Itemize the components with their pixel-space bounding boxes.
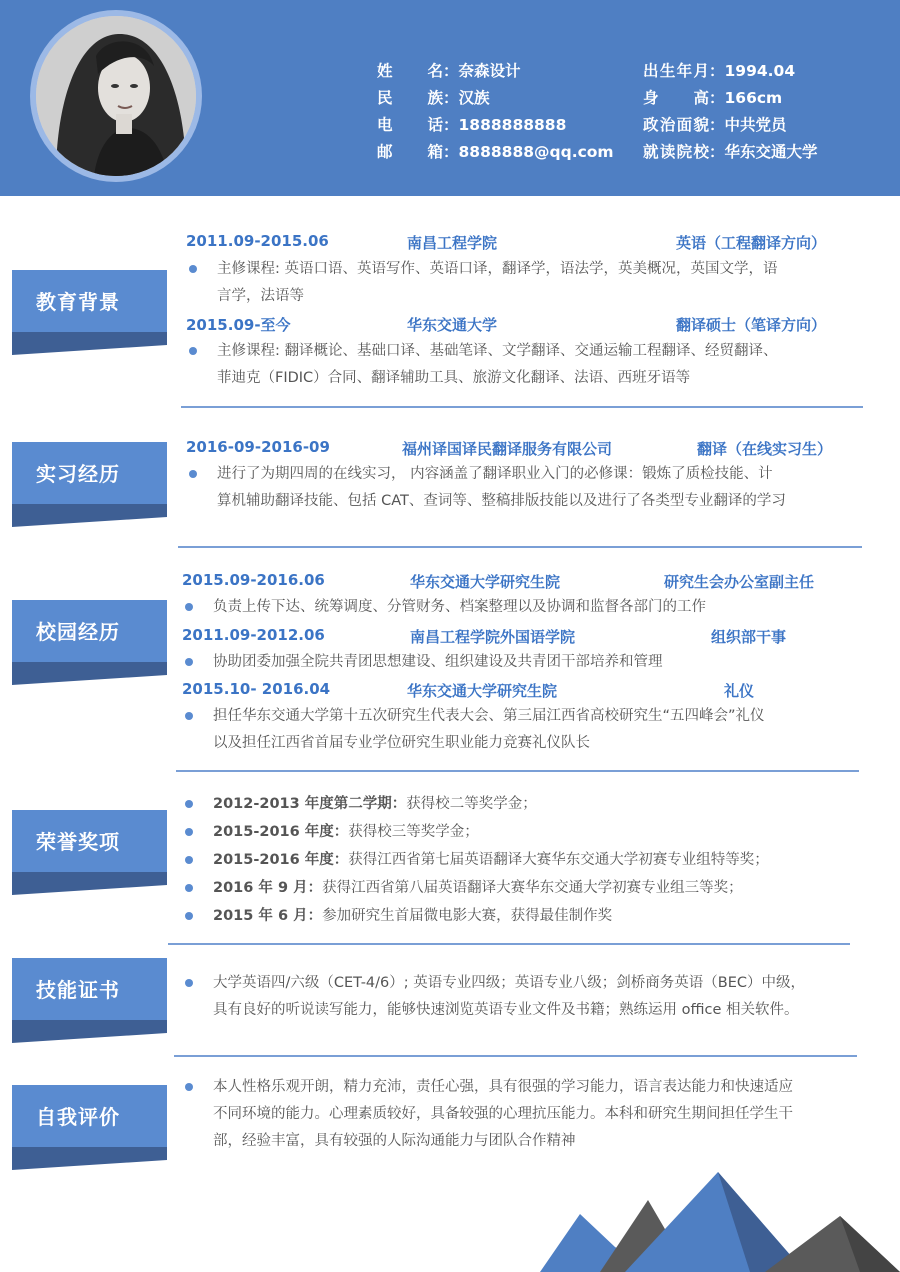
profile-left bbox=[377, 58, 614, 166]
bullet-dot bbox=[185, 800, 193, 808]
entry-role: 组织部干事 bbox=[711, 628, 787, 646]
honor-item: 2015-2016 年度：获得校三等奖学金； bbox=[213, 824, 479, 840]
entry-org: 华东交通大学研究生院 bbox=[407, 682, 558, 700]
avatar bbox=[36, 16, 196, 176]
section-title: 实习经历 bbox=[36, 462, 120, 486]
profile-height: 身高：166cm bbox=[643, 89, 783, 107]
entry-role: 翻译（在线实习生） bbox=[697, 440, 833, 458]
entry-date: 2015.09-2016.06 bbox=[182, 571, 325, 589]
bullet-dot bbox=[185, 603, 193, 611]
bullet-dot bbox=[189, 265, 197, 273]
profile-phone: 电话：1888888888 bbox=[377, 116, 567, 134]
bullet-dot bbox=[189, 470, 197, 478]
mountain-decoration bbox=[540, 1172, 900, 1272]
profile-school: 就读院校：华东交通大学 bbox=[643, 143, 818, 161]
self-desc: 本人性格乐观开朗，精力充沛，责任心强，具有很强的学习能力，语言表达能力和快速适应 不同环境的能力。心理素质较好，具备较强的心理抗压能力。本科和研究生期间担任学生干 部，经验丰富，具有较强的人际沟通能力与团队合作精神 bbox=[213, 1079, 793, 1149]
honor-item: 2015 年 6 月：参加研究生首届微电影大赛，获得最佳制作奖 bbox=[213, 908, 613, 924]
profile-email: 邮箱：8888888@qq.com bbox=[377, 143, 614, 161]
entry-org: 华东交通大学 bbox=[407, 316, 498, 334]
bullet-dot bbox=[185, 1083, 193, 1091]
section-title: 自我评价 bbox=[36, 1105, 120, 1129]
tag-fold-shape bbox=[12, 497, 167, 529]
entry-org: 南昌工程学院 bbox=[407, 234, 498, 252]
avatar-ring bbox=[30, 10, 202, 182]
portrait-illustration bbox=[36, 16, 196, 176]
section-divider bbox=[181, 406, 863, 408]
tag-fold-shape bbox=[12, 655, 167, 687]
entry-desc: 主修课程: 英语口语、英语写作、英语口译，翻译学，语法学，英美概况，英国文学，语 言学，法语等 bbox=[217, 261, 778, 304]
tag-fold-shape bbox=[12, 1013, 167, 1045]
entry-date: 2016-09-2016-09 bbox=[186, 438, 330, 456]
entry-date: 2015.10- 2016.04 bbox=[182, 680, 331, 698]
honor-item: 2015-2016 年度：获得江西省第七届英语翻译大赛华东交通大学初赛专业组特等奖； bbox=[213, 852, 769, 868]
section-divider bbox=[168, 943, 850, 945]
profile-ethnicity: 民族：汉族 bbox=[377, 89, 490, 107]
section-divider bbox=[178, 546, 862, 548]
entry-desc: 担任华东交通大学第十五次研究生代表大会、第三届江西省高校研究生“五四峰会”礼仪 以及担任江西省首届专业学位研究生职业能力竞赛礼仪队长 bbox=[213, 708, 765, 751]
header-banner bbox=[0, 0, 900, 196]
entry-desc: 负责上传下达、统筹调度、分管财务、档案整理以及协调和监督各部门的工作 bbox=[213, 599, 706, 615]
bullet-dot bbox=[185, 979, 193, 987]
honor-item: 2016 年 9 月：获得江西省第八届英语翻译大赛华东交通大学初赛专业组三等奖； bbox=[213, 880, 743, 896]
bullet-dot bbox=[185, 912, 193, 920]
skills-desc: 大学英语四/六级（CET-4/6）; 英语专业四级；英语专业八级；剑桥商务英语（BEC）中级， 具有良好的听说读写能力，能够快速浏览英语专业文件及书籍；熟练运用 office 相关软件。 bbox=[213, 975, 805, 1018]
entry-role: 礼仪 bbox=[724, 682, 755, 700]
section-title: 校园经历 bbox=[36, 620, 120, 644]
section-title: 荣誉奖项 bbox=[36, 830, 120, 854]
entry-org: 福州译国译民翻译服务有限公司 bbox=[402, 440, 613, 458]
section-tag-education bbox=[12, 270, 167, 356]
bullet-dot bbox=[185, 828, 193, 836]
section-divider bbox=[176, 770, 859, 772]
section-tag-self bbox=[12, 1085, 167, 1171]
profile-politics: 政治面貌：中共党员 bbox=[643, 116, 787, 134]
entry-role: 研究生会办公室副主任 bbox=[664, 573, 815, 591]
section-tag-honors bbox=[12, 810, 167, 896]
section-tag-skills bbox=[12, 958, 167, 1044]
bullet-dot bbox=[185, 712, 193, 720]
entry-date: 2011.09-2012.06 bbox=[182, 626, 325, 644]
tag-fold-shape bbox=[12, 865, 167, 897]
honor-item: 2012-2013 年度第二学期：获得校二等奖学金； bbox=[213, 796, 537, 812]
bullet-dot bbox=[185, 658, 193, 666]
entry-desc: 进行了为期四周的在线实习， 内容涵盖了翻译职业入门的必修课：锻炼了质检技能、计 算机辅助翻译技能、包括 CAT、查词等、整稿排版技能以及进行了各类型专业翻译的学习 bbox=[217, 466, 786, 509]
bullet-dot bbox=[185, 884, 193, 892]
section-divider bbox=[174, 1055, 857, 1057]
tag-fold-shape bbox=[12, 1140, 167, 1172]
entry-role: 翻译硕士（笔译方向） bbox=[676, 316, 827, 334]
section-title: 教育背景 bbox=[36, 290, 120, 314]
profile-birth: 出生年月：1994.04 bbox=[643, 62, 796, 80]
profile-name: 姓名：奈森设计 bbox=[377, 62, 521, 80]
entry-desc: 协助团委加强全院共青团思想建设、组织建设及共青团干部培养和管理 bbox=[213, 654, 663, 670]
bullet-dot bbox=[185, 856, 193, 864]
entry-desc: 主修课程: 翻译概论、基础口译、基础笔译、文学翻译、交通运输工程翻译、经贸翻译、 菲迪克（FIDIC）合同、翻译辅助工具、旅游文化翻译、法语、西班牙语等 bbox=[217, 343, 778, 386]
section-title: 技能证书 bbox=[36, 978, 120, 1002]
bullet-dot bbox=[189, 347, 197, 355]
section-tag-campus bbox=[12, 600, 167, 686]
entry-date: 2015.09-至今 bbox=[186, 316, 291, 334]
profile-right bbox=[643, 58, 818, 166]
entry-role: 英语（工程翻译方向） bbox=[676, 234, 827, 252]
section-tag-internship bbox=[12, 442, 167, 528]
entry-org: 南昌工程学院外国语学院 bbox=[410, 628, 576, 646]
entry-org: 华东交通大学研究生院 bbox=[410, 573, 561, 591]
tag-fold-shape bbox=[12, 325, 167, 357]
entry-date: 2011.09-2015.06 bbox=[186, 232, 329, 250]
